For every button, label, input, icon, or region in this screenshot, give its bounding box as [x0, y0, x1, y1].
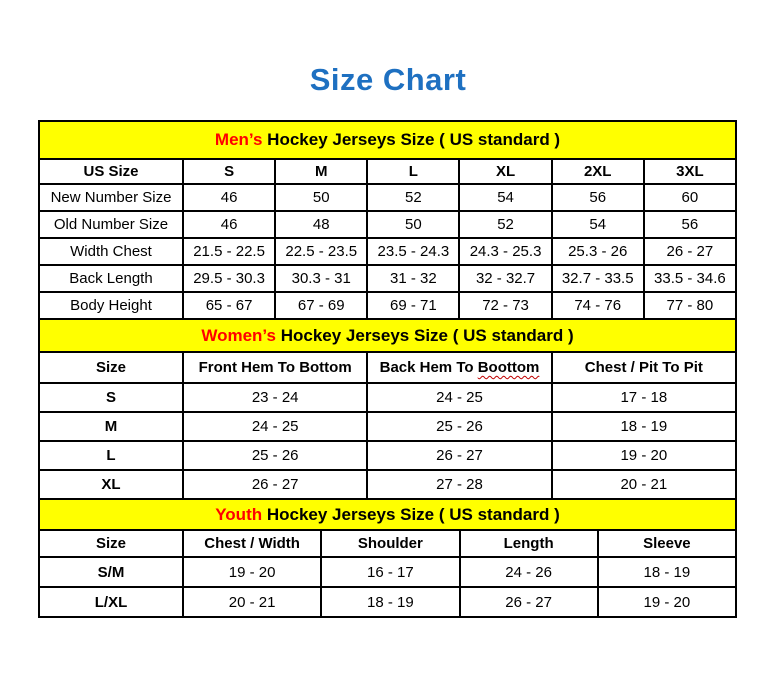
size-value-cell: 32 - 32.7 — [459, 265, 551, 292]
table-row-women-xl — [39, 470, 736, 499]
size-value-cell: 72 - 73 — [459, 292, 551, 319]
size-value-cell: 25 - 26 — [183, 441, 367, 470]
back-hem-label-prefix: Back Hem To — [379, 359, 478, 376]
size-value-cell: 56 — [644, 211, 736, 238]
youth-caption-text: Hockey Jerseys Size ( US standard ) — [262, 504, 560, 524]
size-value-cell: 22.5 - 23.5 — [275, 238, 367, 265]
size-value-cell: 21.5 - 22.5 — [183, 238, 275, 265]
size-value-cell: 17 - 18 — [552, 383, 736, 412]
row-label: Old Number Size — [39, 211, 183, 238]
size-value-cell: 69 - 71 — [367, 292, 459, 319]
table-row-youth-lxl — [39, 587, 736, 617]
column-header-back-hem — [367, 352, 551, 383]
page-title: Size Chart — [309, 62, 467, 97]
size-value-cell: 19 - 20 — [552, 441, 736, 470]
size-value-cell: 23 - 24 — [183, 383, 367, 412]
size-value-cell: 50 — [275, 184, 367, 211]
size-value-cell: 56 — [552, 184, 644, 211]
column-header: M — [275, 159, 367, 184]
size-value-cell: 26 - 27 — [183, 470, 367, 499]
mens-size-table — [38, 120, 737, 320]
size-value-cell: 50 — [367, 211, 459, 238]
column-header: XL — [459, 159, 551, 184]
size-value-cell: 77 - 80 — [644, 292, 736, 319]
mens-caption-highlight: Men’s — [214, 130, 263, 149]
size-value-cell: 74 - 76 — [552, 292, 644, 319]
womens-caption-row — [39, 319, 736, 352]
size-value-cell: 24 - 26 — [460, 557, 598, 587]
size-value-cell: 25 - 26 — [367, 412, 551, 441]
column-header: Sleeve — [598, 530, 736, 557]
size-value-cell: 27 - 28 — [367, 470, 551, 499]
size-value-cell: 26 - 27 — [367, 441, 551, 470]
row-label: L — [39, 441, 183, 470]
size-value-cell: 18 - 19 — [552, 412, 736, 441]
table-row-women-m — [39, 412, 736, 441]
mens-caption-row — [39, 121, 736, 159]
row-label: New Number Size — [39, 184, 183, 211]
row-label: Back Length — [39, 265, 183, 292]
row-label: S/M — [39, 557, 183, 587]
size-value-cell: 18 - 19 — [598, 557, 736, 587]
mens-header-row — [39, 159, 736, 184]
size-value-cell: 29.5 - 30.3 — [183, 265, 275, 292]
size-value-cell: 60 — [644, 184, 736, 211]
size-value-cell: 67 - 69 — [275, 292, 367, 319]
table-row-youth-sm — [39, 557, 736, 587]
size-value-cell: 20 - 21 — [183, 587, 321, 617]
column-header: L — [367, 159, 459, 184]
row-label: XL — [39, 470, 183, 499]
size-value-cell: 24 - 25 — [183, 412, 367, 441]
column-header-size: Size — [39, 352, 183, 383]
size-value-cell: 26 - 27 — [644, 238, 736, 265]
column-header-chest: Chest / Pit To Pit — [552, 352, 736, 383]
size-value-cell: 20 - 21 — [552, 470, 736, 499]
size-value-cell: 18 - 19 — [321, 587, 459, 617]
table-row-old-number-size — [39, 211, 736, 238]
size-value-cell: 65 - 67 — [183, 292, 275, 319]
column-header: Chest / Width — [183, 530, 321, 557]
size-value-cell: 46 — [183, 184, 275, 211]
table-row-women-s — [39, 383, 736, 412]
youth-caption-row — [39, 499, 736, 530]
row-label: Body Height — [39, 292, 183, 319]
table-row-new-number-size — [39, 184, 736, 211]
column-header: 2XL — [552, 159, 644, 184]
column-header: Shoulder — [321, 530, 459, 557]
table-row-body-height — [39, 292, 736, 319]
size-value-cell: 24 - 25 — [367, 383, 551, 412]
size-chart-tables — [38, 120, 737, 618]
column-header: Length — [460, 530, 598, 557]
size-value-cell: 52 — [459, 211, 551, 238]
youth-size-table — [38, 498, 737, 618]
size-value-cell: 52 — [367, 184, 459, 211]
size-value-cell: 25.3 - 26 — [552, 238, 644, 265]
size-value-cell: 19 - 20 — [598, 587, 736, 617]
row-label: Width Chest — [39, 238, 183, 265]
row-label: M — [39, 412, 183, 441]
size-value-cell: 46 — [183, 211, 275, 238]
table-row-back-length — [39, 265, 736, 292]
size-value-cell: 54 — [552, 211, 644, 238]
size-value-cell: 48 — [275, 211, 367, 238]
size-value-cell: 23.5 - 24.3 — [367, 238, 459, 265]
size-value-cell: 30.3 - 31 — [275, 265, 367, 292]
womens-table-caption — [39, 319, 736, 352]
youth-header-row — [39, 530, 736, 557]
size-value-cell: 19 - 20 — [183, 557, 321, 587]
size-value-cell: 31 - 32 — [367, 265, 459, 292]
column-header-us-size: US Size — [39, 159, 183, 184]
mens-caption-text: Hockey Jerseys Size ( US standard ) — [262, 130, 561, 149]
womens-caption-text: Hockey Jerseys Size ( US standard ) — [275, 325, 574, 345]
table-row-women-l — [39, 441, 736, 470]
size-value-cell: 54 — [459, 184, 551, 211]
size-value-cell: 26 - 27 — [460, 587, 598, 617]
size-value-cell: 16 - 17 — [321, 557, 459, 587]
size-value-cell: 33.5 - 34.6 — [644, 265, 736, 292]
womens-size-table — [38, 318, 737, 500]
row-label: L/XL — [39, 587, 183, 617]
mens-table-caption — [39, 121, 736, 159]
youth-table-caption — [39, 499, 736, 530]
youth-caption-highlight: Youth — [215, 504, 263, 524]
column-header-size: Size — [39, 530, 183, 557]
row-label: S — [39, 383, 183, 412]
womens-header-row — [39, 352, 736, 383]
column-header-front-hem: Front Hem To Bottom — [183, 352, 367, 383]
womens-caption-highlight: Women’s — [201, 325, 276, 345]
column-header: 3XL — [644, 159, 736, 184]
size-value-cell: 24.3 - 25.3 — [459, 238, 551, 265]
size-value-cell: 32.7 - 33.5 — [552, 265, 644, 292]
column-header: S — [183, 159, 275, 184]
table-row-width-chest — [39, 238, 736, 265]
back-hem-label-misspelled: Boottom — [477, 359, 540, 376]
